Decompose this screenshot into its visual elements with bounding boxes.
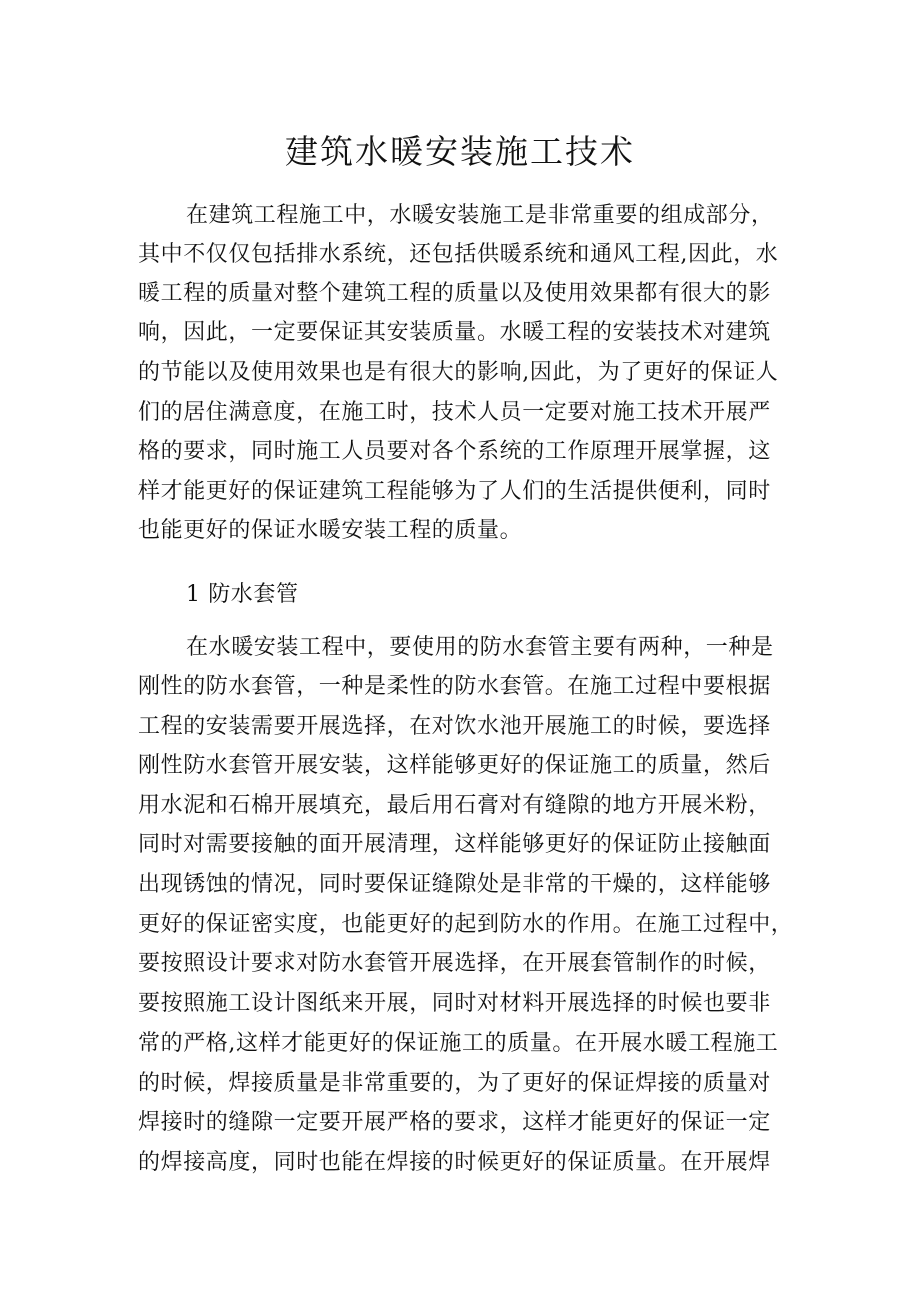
paragraph-line: 更好的保证密实度，也能更好的起到防水的作用。在施工过程中， xyxy=(138,912,794,937)
paragraph-line: 们的居住满意度，在施工时，技术人员一定要对施工技术开展严 xyxy=(138,400,771,425)
paragraph-line: 同时对需要接触的面开展清理，这样能够更好的保证防止接触面 xyxy=(138,832,771,857)
paragraph-line: 要按照设计要求对防水套管开展选择，在开展套管制作的时候， xyxy=(138,951,771,976)
paragraph-line: 格的要求，同时施工人员要对各个系统的工作原理开展掌握，这 xyxy=(138,439,771,464)
paragraph-line: 焊接时的缝隙一定要开展严格的要求，这样才能更好的保证一定 xyxy=(138,1110,771,1135)
paragraph-line: 用水泥和石棉开展填充，最后用石膏对有缝隙的地方开展米粉， xyxy=(138,793,771,818)
paragraph-line: 也能更好的保证水暖安装工程的质量。 xyxy=(138,518,523,543)
paragraph-line: 在建筑工程施工中，水暖安装施工是非常重要的组成部分， xyxy=(186,203,774,228)
paragraph-line: 在水暖安装工程中，要使用的防水套管主要有两种，一种是 xyxy=(186,635,774,660)
paragraph-line: 工程的安装需要开展选择，在对饮水池开展施工的时候，要选择 xyxy=(138,714,771,739)
paragraph-line: 其中不仅仅包括排水系统，还包括供暖系统和通风工程,因此，水 xyxy=(138,242,779,267)
paragraph-line: 的焊接高度，同时也能在焊接的时候更好的保证质量。在开展焊 xyxy=(138,1150,771,1175)
paragraph-line: 刚性的防水套管，一种是柔性的防水套管。在施工过程中要根据 xyxy=(138,674,771,699)
paragraph-line: 样才能更好的保证建筑工程能够为了人们的生活提供便利，同时 xyxy=(138,479,771,504)
paragraph-line: 响，因此，一定要保证其安装质量。水暖工程的安装技术对建筑 xyxy=(138,320,771,345)
paragraph-line: 的节能以及使用效果也是有很大的影响,因此，为了更好的保证人 xyxy=(138,360,779,385)
paragraph-line: 的时候，焊接质量是非常重要的，为了更好的保证焊接的质量对 xyxy=(138,1071,771,1096)
paragraph-line: 刚性防水套管开展安装，这样能够更好的保证施工的质量，然后 xyxy=(138,753,771,778)
paragraph-line: 常的严格,这样才能更好的保证施工的质量。在开展水暖工程施工 xyxy=(138,1031,779,1056)
document-title: 建筑水暖安装施工技术 xyxy=(285,132,635,171)
section-heading: 1 防水套管 xyxy=(186,582,299,607)
paragraph-line: 出现锈蚀的情况，同时要保证缝隙处是非常的干燥的，这样能够 xyxy=(138,872,771,897)
paragraph-line: 要按照施工设计图纸来开展，同时对材料开展选择的时候也要非 xyxy=(138,991,771,1016)
paragraph-line: 暖工程的质量对整个建筑工程的质量以及使用效果都有很大的影 xyxy=(138,281,771,306)
